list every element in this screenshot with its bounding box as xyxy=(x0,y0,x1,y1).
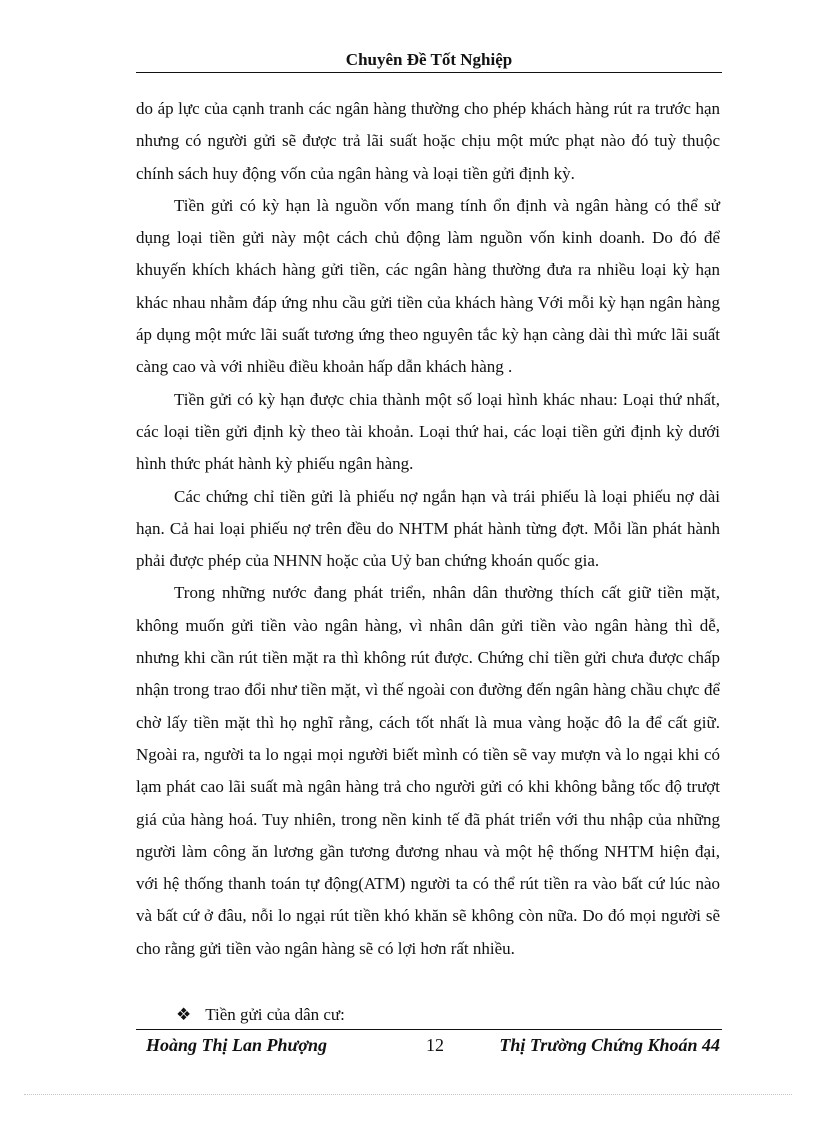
bullet-item-text: Tiền gửi của dân cư: xyxy=(205,1005,345,1024)
paragraph-term-deposits: Tiền gửi có kỳ hạn là nguồn vốn mang tính ổn định và ngân hàng có thể sử dụng loại tiền gửi này một cách chủ động làm nguồn vốn kinh doanh. Do đó để khuyến khích khách hàng gửi tiền, các ngân hàng thường đưa ra nhiều loại kỳ hạn khác nhau nhằm đáp ứng nhu cầu gửi tiền của khách hàng Với mỗi kỳ hạn ngân hàng áp dụng một mức lãi suất tương ứng theo nguyên tắc kỳ hạn càng dài thì mức lãi suất càng cao và với nhiều điều khoản hấp dẫn khách hàng . xyxy=(136,195,720,377)
header-divider xyxy=(136,72,722,73)
page-header-title: Chuyên Đề Tốt Nghiệp xyxy=(345,50,513,69)
paragraph-continuation: do áp lực của cạnh tranh các ngân hàng thường cho phép khách hàng rút ra trước hạn nhưng có người gửi sẽ được trả lãi suất hoặc chịu một mức phạt nào đó tuỳ thuộc chính sách huy động vốn của ngân hàng và loại tiền gửi định kỳ. xyxy=(136,99,720,183)
footer-author: Hoàng Thị Lan Phượng xyxy=(146,1035,327,1055)
footer-divider xyxy=(136,1029,722,1030)
bullet-item xyxy=(176,1004,345,1026)
footer-page-number: 12 xyxy=(426,1035,444,1055)
paragraph-deposit-types: Tiền gửi có kỳ hạn được chia thành một số loại hình khác nhau: Loại thứ nhất, các loại tiền gửi định kỳ theo tài khoản. Loại thứ hai, các loại tiền gửi định kỳ dưới hình thức phát hành kỳ phiếu ngân hàng. xyxy=(136,389,720,474)
footer-course: Thị Trường Chứng Khoán 44 xyxy=(499,1035,720,1055)
document-body xyxy=(136,93,720,965)
page-bottom-border xyxy=(24,1094,792,1095)
diamond-bullet-icon: ❖ xyxy=(176,1005,192,1024)
paragraph-certificates: Các chứng chỉ tiền gửi là phiếu nợ ngắn hạn và trái phiếu là loại phiếu nợ dài hạn. Cả hai loại phiếu nợ trên đều do NHTM phát hành từng đợt. Mỗi lần phát hành phải được phép của NHNN hoặc của Uỷ ban chứng khoán quốc gia. xyxy=(136,486,720,571)
paragraph-developing-countries: Trong những nước đang phát triển, nhân dân thường thích cất giữ tiền mặt, không muốn gửi tiền vào ngân hàng, vì nhân dân gửi tiền vào ngân hàng thì dễ, nhưng khi cần rút tiền mặt ra thì không rút được. Chứng chỉ tiền gửi chưa được chấp nhận trong trao đổi như tiền mặt, vì thế ngoài con đường đến ngân hàng chầu chực để chờ lấy tiền mặt thì họ nghĩ rằng, cách tốt nhất là mua vàng hoặc đô la để cất giữ. Ngoài ra, người ta lo ngại mọi người biết mình có tiền sẽ vay mượn và lo ngại khi có lạm phát cao lãi suất mà ngân hàng trả cho người gửi có khi không bằng tốc độ trượt giá của hàng hoá. Tuy nhiên, trong nền kinh tế đã phát triển với thu nhập của những người làm công ăn lương gần tương đương nhau và một hệ thống NHTM hiện đại, với hệ thống thanh toán tự động(ATM) người ta có thể rút tiền ra vào bất cứ lúc nào và bất cứ ở đâu, nỗi lo ngại rút tiền khó khăn sẽ không còn nữa. Do đó mọi người sẽ cho rằng gửi tiền vào ngân hàng sẽ có lợi hơn rất nhiều. xyxy=(136,583,720,958)
